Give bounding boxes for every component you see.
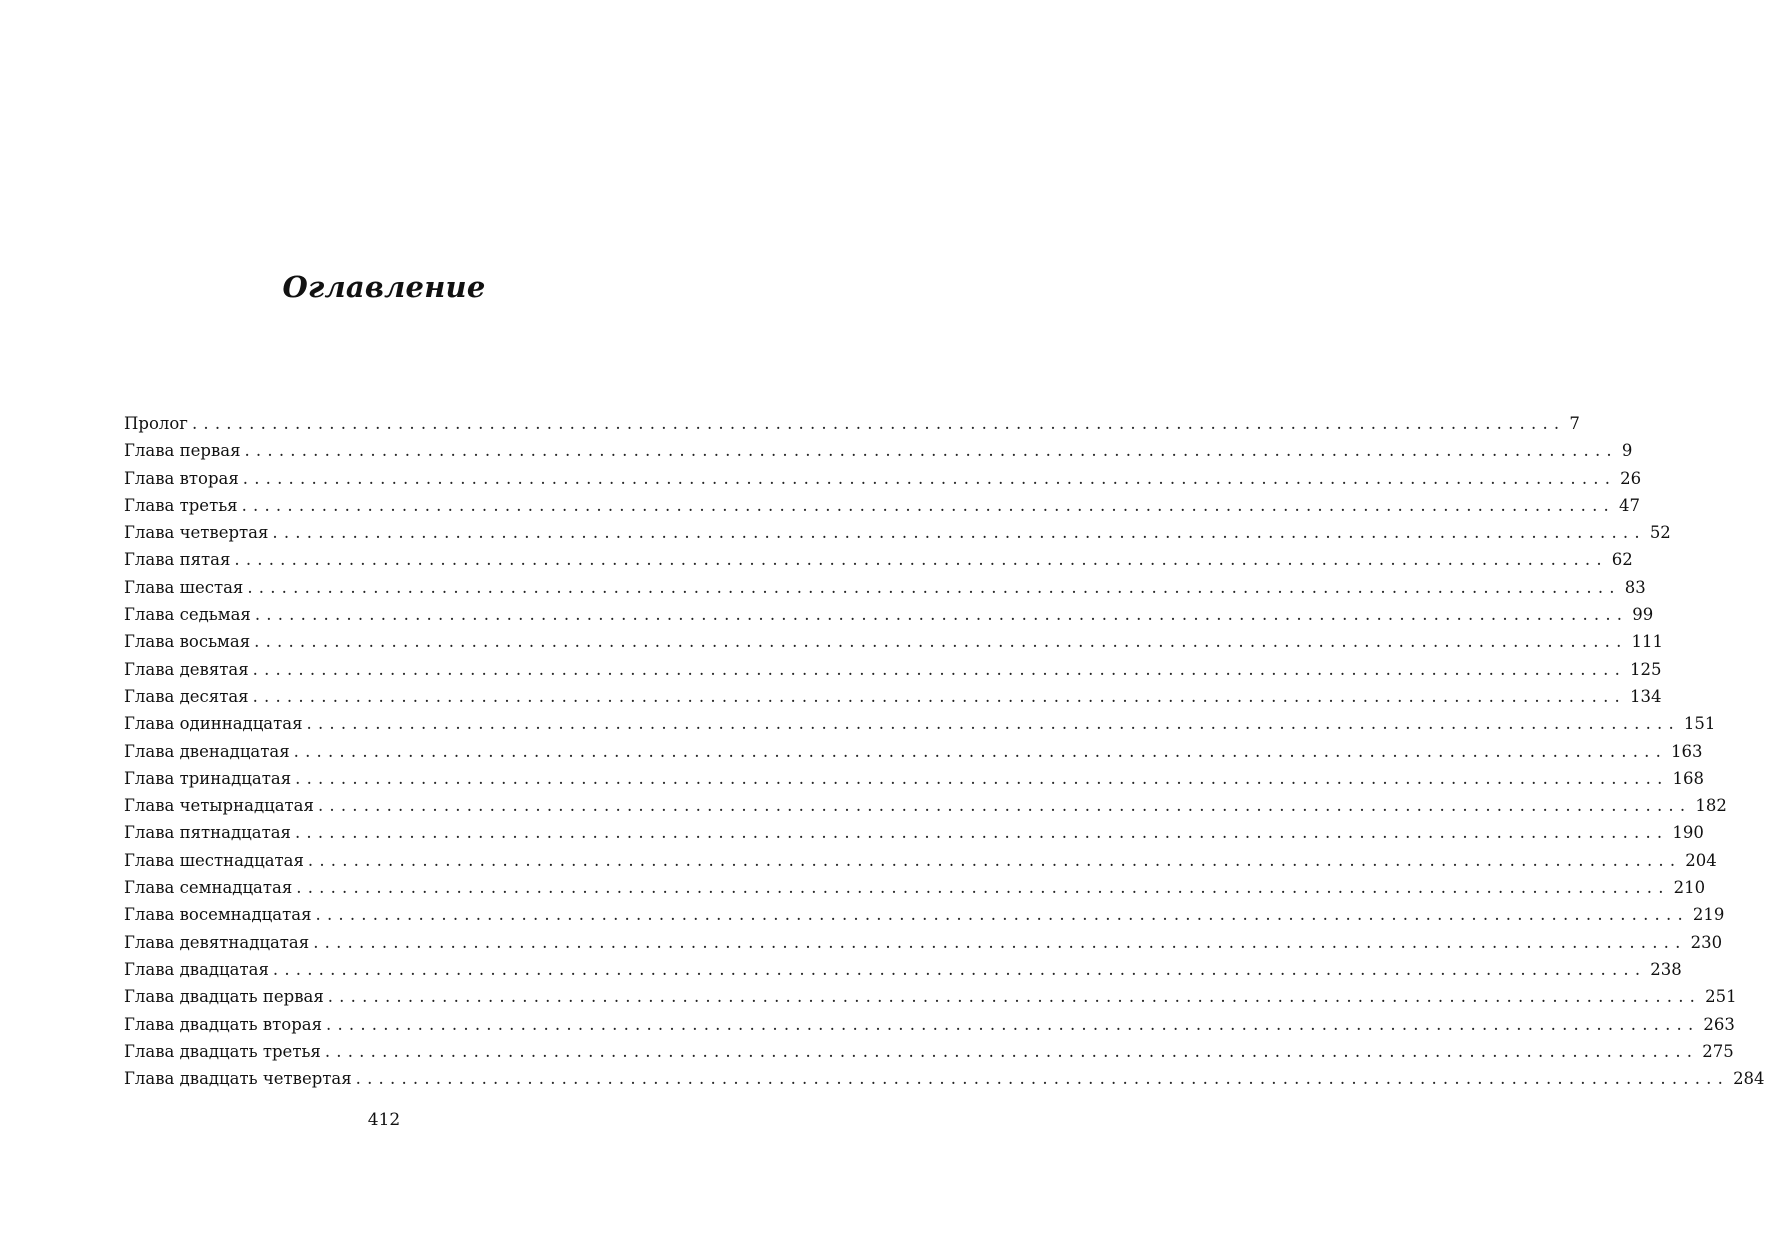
toc-entry[interactable]: [124, 683, 1662, 710]
dot-leader: ........................................................................................................................: [254, 605, 1629, 625]
dot-leader: ........................................................................................................................: [313, 932, 1687, 952]
toc-entry-page: 168: [1672, 768, 1705, 788]
toc-entry-label: Глава восьмая: [124, 632, 251, 652]
toc-entry-label: Глава двадцать первая: [124, 987, 324, 1007]
dot-leader: ........................................................................................................................: [293, 741, 1668, 761]
dot-leader: ........................................................................................................................: [315, 905, 1689, 925]
toc-entry-label: Глава пятнадцатая: [124, 823, 291, 843]
toc-entry-label: Пролог: [124, 414, 188, 433]
dot-leader: ........................................................................................................................: [191, 414, 1566, 433]
toc-entry-label: Глава девятнадцатая: [124, 932, 310, 952]
toc-entry[interactable]: [124, 792, 1727, 819]
toc-entry-label: Глава девятая: [124, 659, 249, 679]
dot-leader: ........................................................................................................................: [306, 714, 1680, 734]
toc-entry-page: 111: [1631, 632, 1664, 652]
dot-leader: ........................................................................................................................: [234, 550, 1608, 570]
dot-leader: ........................................................................................................................: [327, 987, 1702, 1007]
toc-entry-label: Глава пятая: [124, 550, 231, 570]
toc-entry-label: Глава семнадцатая: [124, 878, 293, 898]
toc-entry-page: 134: [1629, 686, 1662, 706]
toc-entry[interactable]: [124, 1065, 1765, 1092]
table-of-contents: [124, 410, 1765, 1092]
dot-leader: ........................................................................................................................: [296, 878, 1670, 898]
toc-entry-label: Глава шестая: [124, 577, 244, 597]
toc-entry-page: 210: [1673, 878, 1706, 898]
toc-entry[interactable]: [124, 765, 1705, 792]
toc-entry[interactable]: [124, 738, 1703, 765]
toc-entry-label: Глава двадцать четвертая: [124, 1069, 352, 1089]
toc-entry-label: Глава одиннадцатая: [124, 714, 303, 734]
dot-leader: ........................................................................................................................: [244, 441, 1618, 461]
dot-leader: ........................................................................................................................: [355, 1069, 1730, 1089]
toc-entry-label: Глава двадцатая: [124, 959, 269, 979]
toc-entry[interactable]: [124, 956, 1682, 983]
toc-entry-page: 62: [1611, 550, 1633, 570]
toc-entry-page: 263: [1703, 1014, 1735, 1034]
toc-entry-label: Глава тринадцатая: [124, 768, 292, 788]
dot-leader: ........................................................................................................................: [254, 632, 1628, 652]
toc-entry[interactable]: [124, 1011, 1735, 1038]
toc-entry[interactable]: [124, 492, 1640, 519]
toc-entry-page: 204: [1685, 850, 1717, 870]
toc-entry-label: Глава вторая: [124, 468, 239, 488]
toc-entry-label: Глава двадцать третья: [124, 1041, 321, 1061]
dot-leader: ........................................................................................................................: [252, 686, 1626, 706]
toc-entry-page: 99: [1632, 605, 1654, 625]
toc-entry-label: Глава восемнадцатая: [124, 905, 312, 925]
toc-entry[interactable]: [124, 410, 1580, 437]
page-number: 412: [367, 1110, 401, 1130]
dot-leader: ........................................................................................................................: [307, 850, 1682, 870]
toc-entry-page: 251: [1705, 987, 1737, 1007]
toc-entry[interactable]: [124, 656, 1662, 683]
toc-entry-page: 230: [1690, 932, 1723, 952]
toc-entry[interactable]: [124, 465, 1642, 492]
toc-entry-page: 163: [1671, 741, 1703, 761]
dot-leader: ........................................................................................................................: [272, 523, 1646, 543]
dot-leader: ........................................................................................................................: [317, 796, 1692, 816]
toc-entry-label: Глава двадцать вторая: [124, 1014, 323, 1034]
toc-entry[interactable]: [124, 628, 1664, 655]
dot-leader: ........................................................................................................................: [241, 495, 1615, 515]
toc-entry[interactable]: [124, 519, 1671, 546]
toc-entry-page: 83: [1624, 577, 1646, 597]
toc-entry-page: 182: [1695, 796, 1727, 816]
toc-entry-page: 151: [1683, 714, 1716, 734]
dot-leader: ........................................................................................................................: [295, 768, 1669, 788]
toc-entry[interactable]: [124, 901, 1725, 928]
toc-entry-label: Глава шестнадцатая: [124, 850, 304, 870]
toc-entry-page: 7: [1569, 414, 1580, 433]
toc-entry[interactable]: [124, 574, 1646, 601]
toc-entry-label: Глава третья: [124, 495, 238, 515]
toc-entry-label: Глава первая: [124, 441, 241, 461]
toc-entry[interactable]: [124, 601, 1654, 628]
dot-leader: ........................................................................................................................: [324, 1041, 1699, 1061]
toc-entry-page: 47: [1618, 495, 1640, 515]
toc-entry[interactable]: [124, 437, 1633, 464]
toc-entry[interactable]: [124, 983, 1737, 1010]
toc-entry-page: 284: [1733, 1069, 1765, 1089]
toc-entry-page: 52: [1649, 523, 1671, 543]
toc-entry-label: Глава четырнадцатая: [124, 796, 314, 816]
toc-entry[interactable]: [124, 929, 1723, 956]
dot-leader: ........................................................................................................................: [294, 823, 1669, 843]
dot-leader: ........................................................................................................................: [272, 959, 1647, 979]
page-title: Оглавление: [282, 270, 486, 304]
toc-entry[interactable]: [124, 819, 1704, 846]
toc-entry[interactable]: [124, 874, 1706, 901]
toc-entry-label: Глава десятая: [124, 686, 249, 706]
toc-entry-page: 238: [1650, 959, 1682, 979]
toc-entry[interactable]: [124, 710, 1716, 737]
toc-entry-label: Глава четвертая: [124, 523, 269, 543]
toc-entry-page: 9: [1621, 441, 1633, 461]
toc-entry-page: 26: [1620, 468, 1642, 488]
dot-leader: ........................................................................................................................: [326, 1014, 1700, 1034]
dot-leader: ........................................................................................................................: [247, 577, 1621, 597]
toc-entry[interactable]: [124, 1038, 1734, 1065]
toc-entry[interactable]: [124, 546, 1633, 573]
dot-leader: ........................................................................................................................: [242, 468, 1617, 488]
toc-entry-label: Глава седьмая: [124, 605, 251, 625]
toc-entry-label: Глава двенадцатая: [124, 741, 290, 761]
toc-entry-page: 125: [1630, 659, 1662, 679]
toc-entry-page: 275: [1702, 1041, 1734, 1061]
toc-entry-page: 190: [1672, 823, 1704, 843]
dot-leader: ........................................................................................................................: [252, 659, 1627, 679]
toc-entry-page: 219: [1692, 905, 1725, 925]
toc-entry[interactable]: [124, 847, 1717, 874]
